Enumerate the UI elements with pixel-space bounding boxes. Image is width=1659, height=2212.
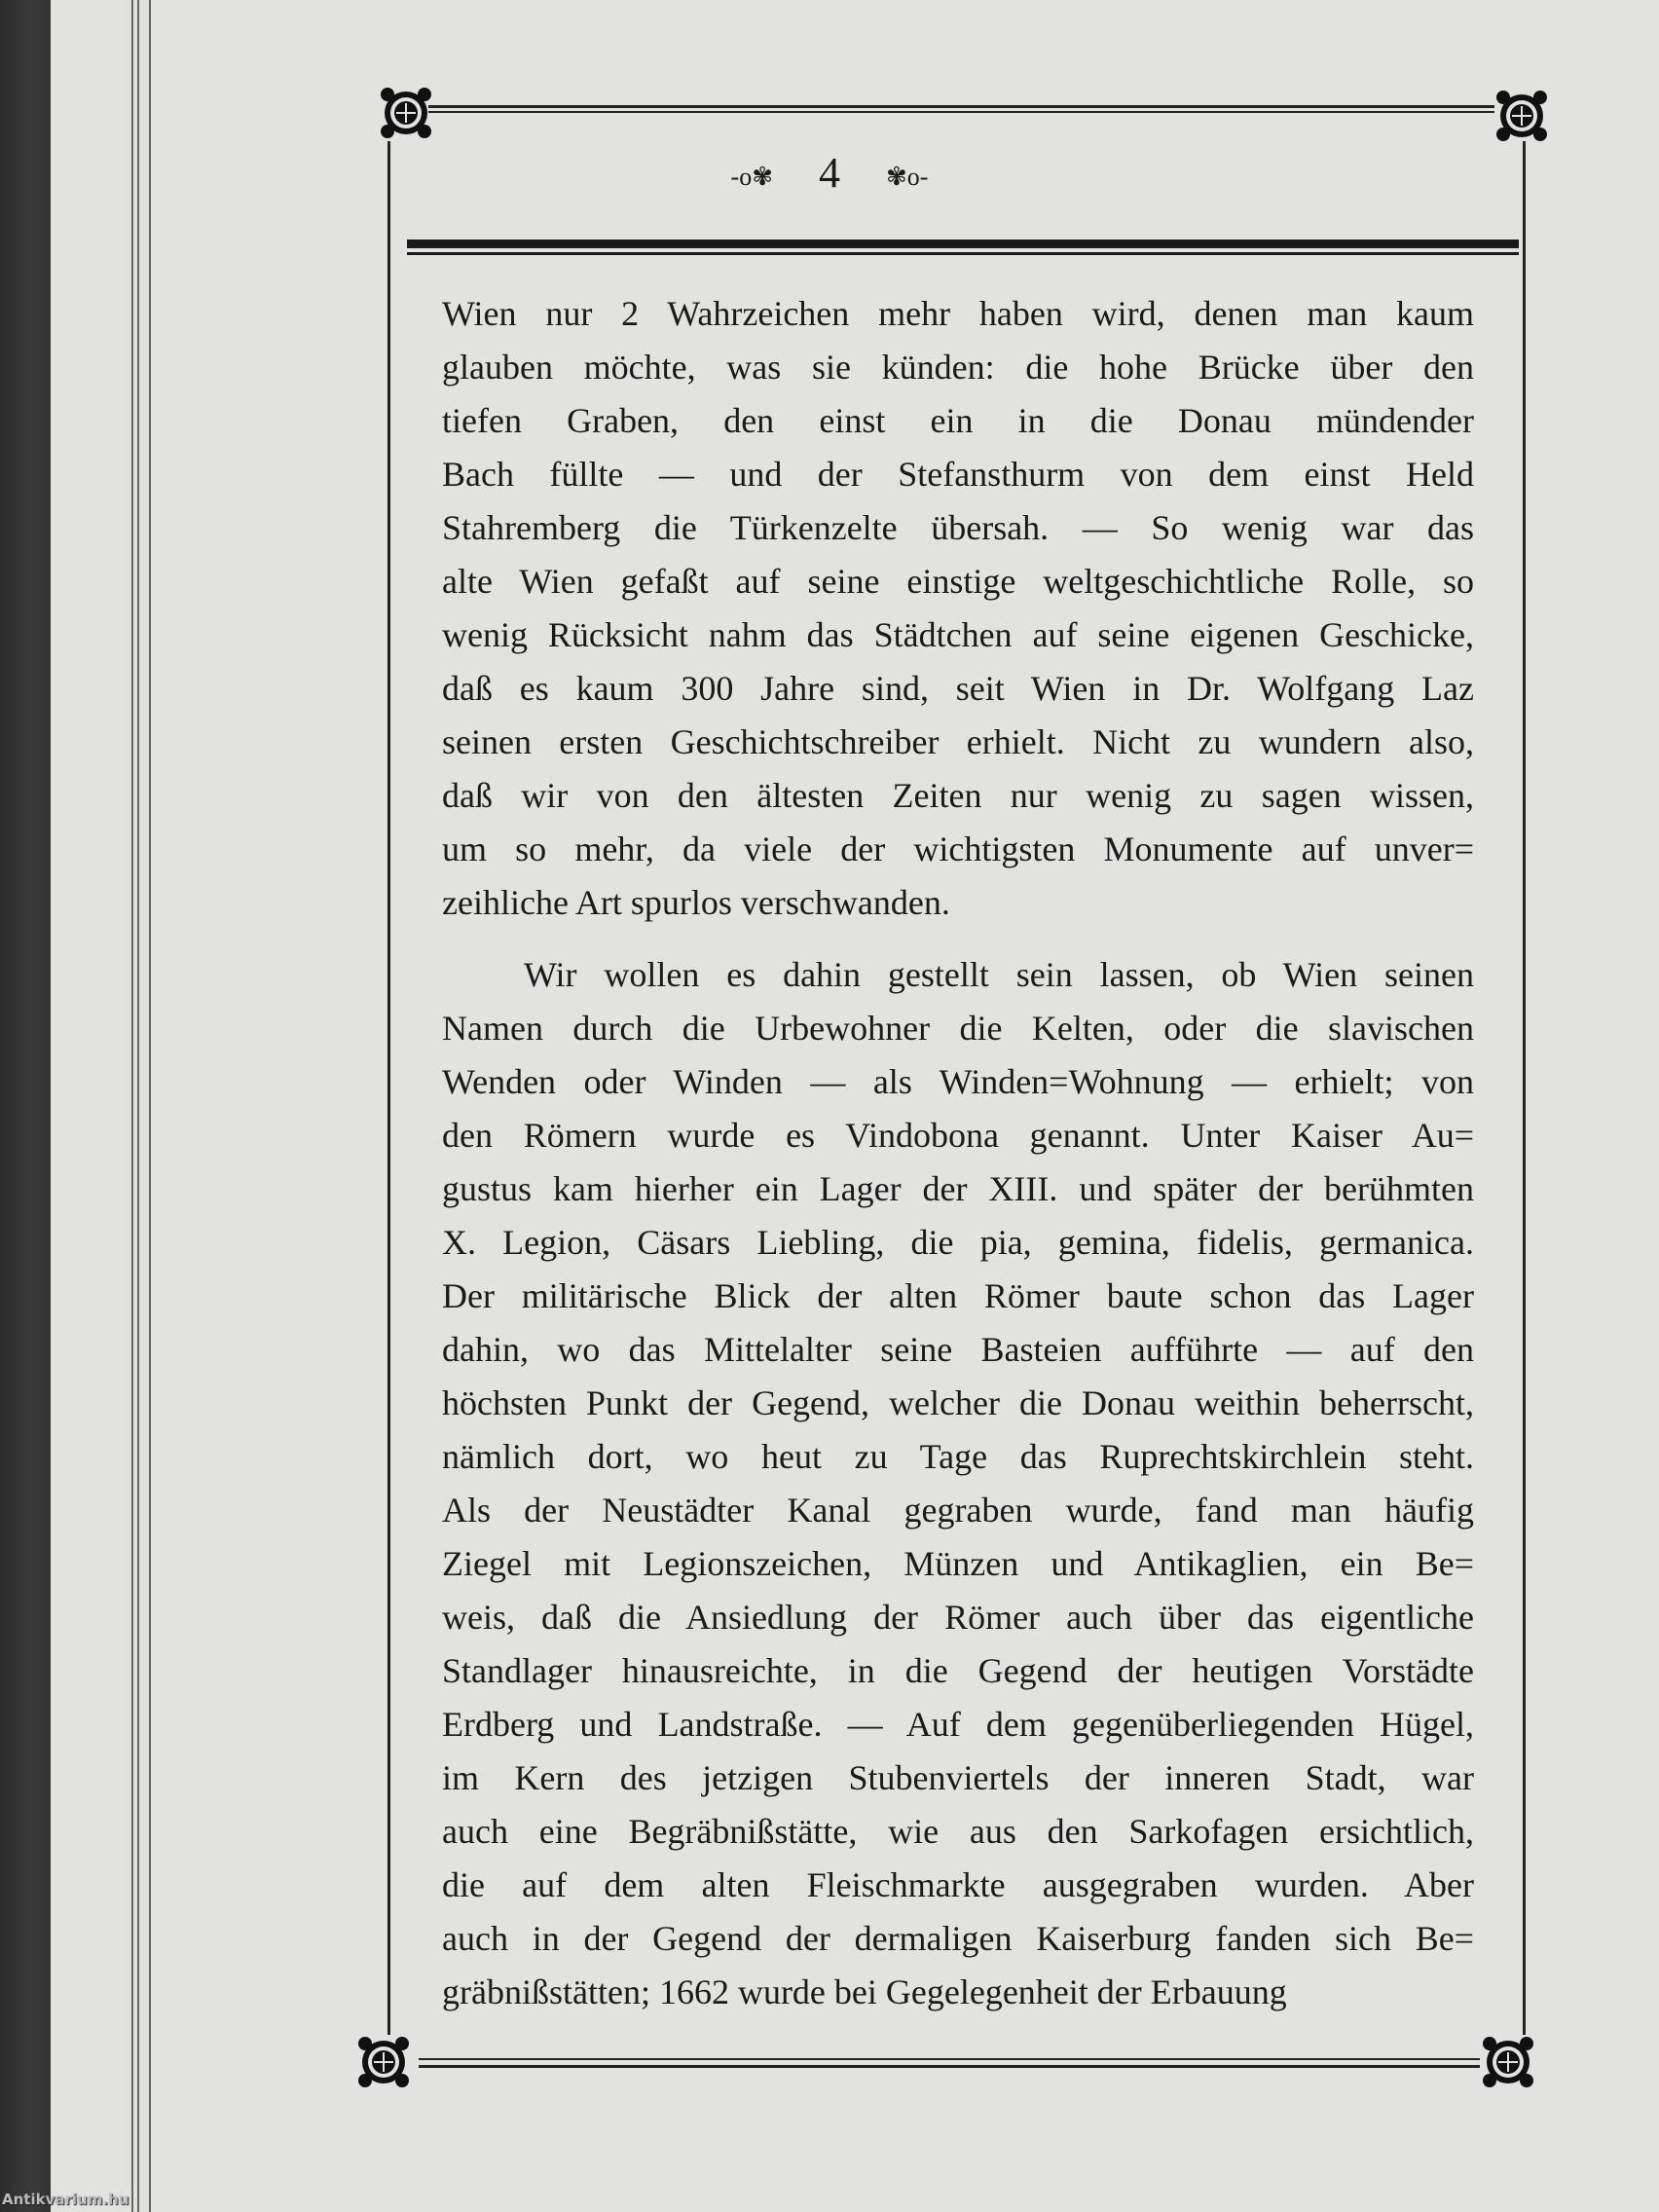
text-line: Der militärische Blick der alten Römer baute schon das Lager bbox=[442, 1276, 1474, 1315]
gutter-line bbox=[149, 0, 151, 2212]
text-line: Erdberg und Landstraße. — Auf dem gegenüberliegenden Hügel, bbox=[442, 1705, 1474, 1744]
left-flourish-icon: -o✾ bbox=[730, 162, 773, 191]
page-number: 4 bbox=[819, 149, 840, 197]
header-thin-rule bbox=[407, 252, 1519, 255]
text-line: Namen durch die Urbewohner die Kelten, oder die slavischen bbox=[442, 1009, 1474, 1048]
text-line: gustus kam hierher ein Lager der XIII. und später der berühmten bbox=[442, 1169, 1474, 1208]
body-text bbox=[442, 287, 1474, 2038]
text-line: die auf dem alten Fleischmarkte ausgegraben wurden. Aber bbox=[442, 1865, 1474, 1904]
watermark: Antikvarium.hu bbox=[2, 2191, 129, 2208]
text-line: Ziegel mit Legionszeichen, Münzen und Antikaglien, ein Be= bbox=[442, 1544, 1474, 1583]
text-line: glauben möchte, was sie künden: die hohe Brücke über den bbox=[442, 348, 1474, 387]
text-line: um so mehr, da viele der wichtigsten Monumente auf unver= bbox=[442, 830, 1474, 868]
corner-ornament-icon bbox=[1478, 2032, 1538, 2092]
paragraph bbox=[442, 948, 1474, 2019]
text-line: Als der Neustädter Kanal gegraben wurde, fand man häufig bbox=[442, 1491, 1474, 1530]
text-line: auch eine Begräbnißstätte, wie aus den Sarkofagen ersichtlich, bbox=[442, 1812, 1474, 1851]
corner-ornament-icon bbox=[1492, 86, 1552, 146]
text-line: tiefen Graben, den einst ein in die Donau mündender bbox=[442, 401, 1474, 440]
text-line: dahin, wo das Mittelalter seine Basteien aufführte — auf den bbox=[442, 1330, 1474, 1369]
page-header bbox=[0, 148, 1659, 198]
frame-left-rule bbox=[387, 141, 390, 2035]
text-line: seinen ersten Geschichtschreiber erhielt. Nicht zu wundern also, bbox=[442, 722, 1474, 761]
text-line: auch in der Gegend der dermaligen Kaiserburg fanden sich Be= bbox=[442, 1919, 1474, 1958]
text-line: im Kern des jetzigen Stubenviertels der inneren Stadt, war bbox=[442, 1758, 1474, 1797]
text-line: daß es kaum 300 Jahre sind, seit Wien in Dr. Wolfgang Laz bbox=[442, 669, 1474, 708]
text-line: wenig Rücksicht nahm das Städtchen auf seine eigenen Geschicke, bbox=[442, 615, 1474, 654]
paragraph bbox=[442, 287, 1474, 930]
gutter-line bbox=[137, 0, 139, 2212]
corner-ornament-icon bbox=[353, 2032, 414, 2092]
frame-right-rule bbox=[1523, 141, 1526, 2035]
text-line: Stahremberg die Türkenzelte übersah. — So wenig war das bbox=[442, 508, 1474, 547]
text-line: Wien nur 2 Wahrzeichen mehr haben wird, denen man kaum bbox=[442, 294, 1474, 333]
text-line: zeihliche Art spurlos verschwanden. bbox=[442, 883, 950, 922]
book-spine bbox=[0, 0, 51, 2212]
text-line: nämlich dort, wo heut zu Tage das Ruprechtskirchlein steht. bbox=[442, 1437, 1474, 1476]
text-line: gräbnißstätten; 1662 wurde bei Gegelegenheit der Erbauung bbox=[442, 1972, 1287, 2011]
text-line: Wenden oder Winden — als Winden=Wohnung — erhielt; von bbox=[442, 1062, 1474, 1101]
text-line: Bach füllte — und der Stefansthurm von dem einst Held bbox=[442, 455, 1474, 494]
right-flourish-icon: ✾o- bbox=[886, 162, 929, 191]
corner-ornament-icon bbox=[376, 83, 436, 143]
gutter-line bbox=[131, 0, 133, 2212]
text-line: Standlager hinausreichte, in die Gegend der heutigen Vorstädte bbox=[442, 1651, 1474, 1690]
text-line: weis, daß die Ansiedlung der Römer auch über das eigentliche bbox=[442, 1598, 1474, 1637]
text-line: Wir wollen es dahin gestellt sein lassen, ob Wien seinen bbox=[524, 955, 1474, 994]
text-line: alte Wien gefaßt auf seine einstige weltgeschichtliche Rolle, so bbox=[442, 562, 1474, 601]
text-line: daß wir von den ältesten Zeiten nur wenig zu sagen wissen, bbox=[442, 776, 1474, 815]
text-line: X. Legion, Cäsars Liebling, die pia, gemina, fidelis, germanica. bbox=[442, 1223, 1474, 1262]
frame-top-rule bbox=[428, 105, 1494, 113]
text-line: den Römern wurde es Vindobona genannt. Unter Kaiser Au= bbox=[442, 1116, 1474, 1155]
frame-bottom-rule bbox=[419, 2058, 1480, 2068]
header-thick-rule bbox=[407, 240, 1519, 248]
text-line: höchsten Punkt der Gegend, welcher die Donau weithin beherrscht, bbox=[442, 1383, 1474, 1422]
